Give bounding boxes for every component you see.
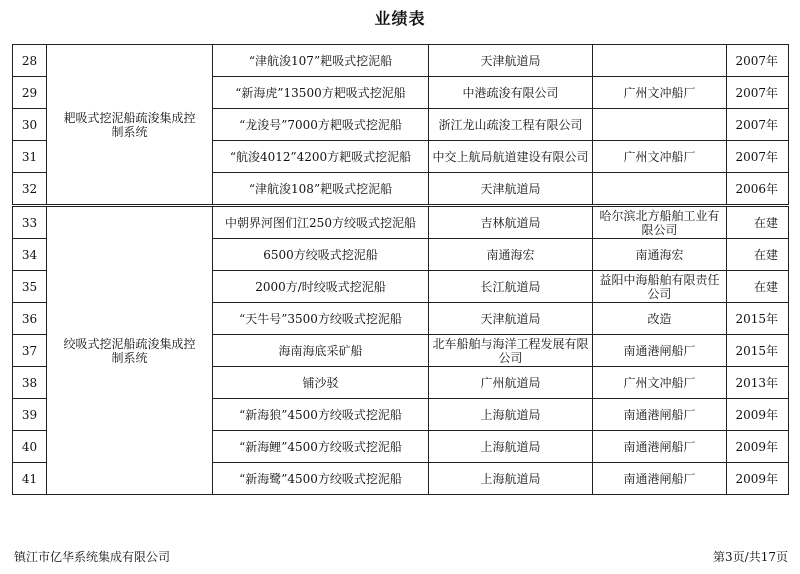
owner-cell: 天津航道局: [429, 173, 593, 206]
year-cell: 2007年: [727, 109, 789, 141]
year-cell: 2009年: [727, 399, 789, 431]
row-number-cell: 37: [13, 335, 47, 367]
owner-cell: 中交上航局航道建设有限公司: [429, 141, 593, 173]
owner-cell: 广州航道局: [429, 367, 593, 399]
builder-cell: 广州文冲船厂: [593, 141, 727, 173]
row-number-cell: 40: [13, 431, 47, 463]
builder-cell: 改造: [593, 303, 727, 335]
year-cell: 2013年: [727, 367, 789, 399]
year-cell: 2007年: [727, 77, 789, 109]
owner-cell: 吉林航道局: [429, 206, 593, 239]
owner-cell: 中港疏浚有限公司: [429, 77, 593, 109]
table-row: [13, 206, 789, 239]
footer-page-number: 第3页/共17页: [713, 550, 788, 564]
builder-cell: [593, 45, 727, 77]
builder-cell: 南通港闸船厂: [593, 399, 727, 431]
footer-company: 镇江市亿华系统集成有限公司: [14, 550, 171, 564]
year-cell: 2006年: [727, 173, 789, 206]
owner-cell: 天津航道局: [429, 303, 593, 335]
vessel-name-cell: “新海虎”13500方耙吸式挖泥船: [213, 77, 429, 109]
page-title: 业绩表: [374, 9, 426, 28]
year-cell: 2009年: [727, 431, 789, 463]
vessel-name-cell: “津航浚108”耙吸式挖泥船: [213, 173, 429, 206]
year-cell: 2007年: [727, 141, 789, 173]
owner-cell: 长江航道局: [429, 271, 593, 303]
year-cell: 在建: [727, 206, 789, 239]
vessel-name-cell: “新海狼”4500方绞吸式挖泥船: [213, 399, 429, 431]
vessel-name-cell: 铺沙驳: [213, 367, 429, 399]
table-row: [13, 45, 789, 77]
year-cell: 在建: [727, 271, 789, 303]
row-number-cell: 31: [13, 141, 47, 173]
owner-cell: 浙江龙山疏浚工程有限公司: [429, 109, 593, 141]
vessel-name-cell: “新海鹭”4500方绞吸式挖泥船: [213, 463, 429, 495]
table-body: [13, 45, 789, 495]
row-number-cell: 28: [13, 45, 47, 77]
builder-cell: 南通港闸船厂: [593, 335, 727, 367]
year-cell: 2015年: [727, 303, 789, 335]
year-cell: 2015年: [727, 335, 789, 367]
builder-cell: [593, 109, 727, 141]
system-name-cell: 耙吸式挖泥船疏浚集成控制系统: [47, 45, 213, 206]
vessel-name-cell: 2000方/时绞吸式挖泥船: [213, 271, 429, 303]
row-number-cell: 36: [13, 303, 47, 335]
owner-cell: 南通海宏: [429, 239, 593, 271]
vessel-name-cell: 海南海底采矿船: [213, 335, 429, 367]
row-number-cell: 32: [13, 173, 47, 206]
row-number-cell: 34: [13, 239, 47, 271]
owner-cell: 上海航道局: [429, 431, 593, 463]
row-number-cell: 41: [13, 463, 47, 495]
builder-cell: 广州文冲船厂: [593, 367, 727, 399]
year-cell: 2009年: [727, 463, 789, 495]
row-number-cell: 29: [13, 77, 47, 109]
row-number-cell: 38: [13, 367, 47, 399]
row-number-cell: 39: [13, 399, 47, 431]
year-cell: 在建: [727, 239, 789, 271]
builder-cell: 南通港闸船厂: [593, 463, 727, 495]
vessel-name-cell: 中朝界河图们江250方绞吸式挖泥船: [213, 206, 429, 239]
owner-cell: 上海航道局: [429, 399, 593, 431]
owner-cell: 北车船舶与海洋工程发展有限公司: [429, 335, 593, 367]
vessel-name-cell: “天牛号”3500方绞吸式挖泥船: [213, 303, 429, 335]
vessel-name-cell: “新海鲤”4500方绞吸式挖泥船: [213, 431, 429, 463]
owner-cell: 天津航道局: [429, 45, 593, 77]
vessel-name-cell: “航浚4012”4200方耙吸式挖泥船: [213, 141, 429, 173]
system-name-cell: 绞吸式挖泥船疏浚集成控制系统: [47, 206, 213, 495]
builder-cell: 益阳中海船舶有限责任公司: [593, 271, 727, 303]
builder-cell: 广州文冲船厂: [593, 77, 727, 109]
vessel-name-cell: “津航浚107”耙吸式挖泥船: [213, 45, 429, 77]
builder-cell: 南通港闸船厂: [593, 431, 727, 463]
builder-cell: 哈尔滨北方船舶工业有限公司: [593, 206, 727, 239]
row-number-cell: 30: [13, 109, 47, 141]
vessel-name-cell: “龙浚号”7000方耙吸式挖泥船: [213, 109, 429, 141]
builder-cell: [593, 173, 727, 206]
year-cell: 2007年: [727, 45, 789, 77]
vessel-name-cell: 6500方绞吸式挖泥船: [213, 239, 429, 271]
row-number-cell: 33: [13, 206, 47, 239]
row-number-cell: 35: [13, 271, 47, 303]
builder-cell: 南通海宏: [593, 239, 727, 271]
performance-table: [12, 44, 789, 495]
owner-cell: 上海航道局: [429, 463, 593, 495]
